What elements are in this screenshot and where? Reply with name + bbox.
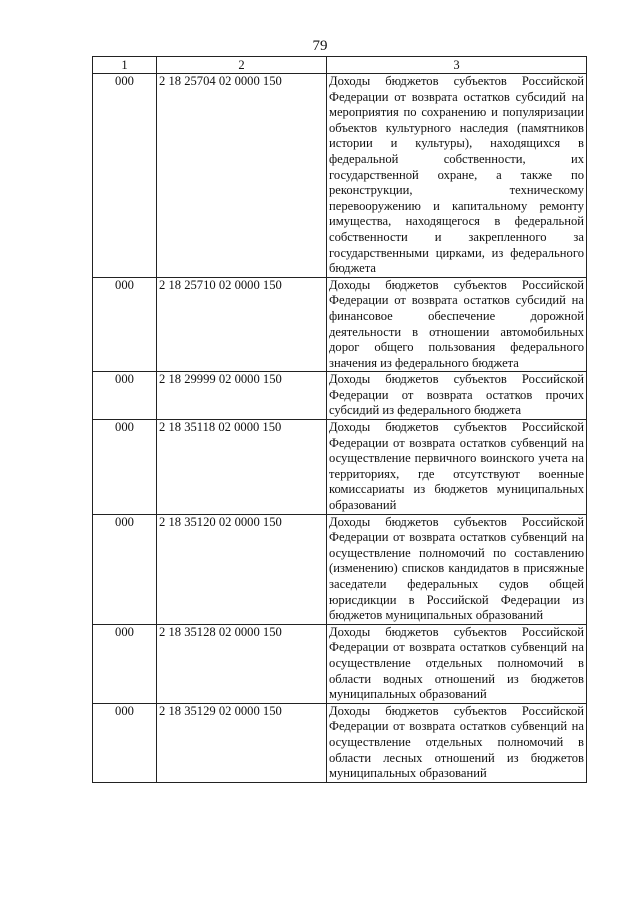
description-cell: Доходы бюджетов субъектов Российской Федерации от возврата остатков субвенций на осуществление полномочий по составлению (изменению) списков кандидатов в присяжные заседатели федеральных судов общей юрисдикции в Российской Федерации из бюджетов муниципальных образований — [327, 514, 587, 624]
budget-code-cell: 2 18 35129 02 0000 150 — [157, 703, 327, 782]
table-row — [93, 420, 587, 515]
admin-code-cell: 000 — [93, 624, 157, 703]
description-cell: Доходы бюджетов субъектов Российской Федерации от возврата остатков субсидий на финансовое обеспечение дорожной деятельности в отношении автомобильных дорог общего пользования федерального значения из федерального бюджета — [327, 277, 587, 372]
budget-code-cell: 2 18 25704 02 0000 150 — [157, 74, 327, 278]
page-number: 79 — [312, 38, 328, 54]
budget-code-cell: 2 18 29999 02 0000 150 — [157, 372, 327, 420]
budget-code-cell: 2 18 35120 02 0000 150 — [157, 514, 327, 624]
admin-code-cell: 000 — [93, 372, 157, 420]
table-row — [93, 624, 587, 703]
table-row — [93, 74, 587, 278]
table-row — [93, 703, 587, 782]
admin-code-cell: 000 — [93, 277, 157, 372]
description-cell: Доходы бюджетов субъектов Российской Федерации от возврата остатков субвенций на осуществление отдельных полномочий в области лесных отношений из бюджетов муниципальных образований — [327, 703, 587, 782]
admin-code-cell: 000 — [93, 514, 157, 624]
budget-code-cell: 2 18 35118 02 0000 150 — [157, 420, 327, 515]
table-header-row — [93, 57, 587, 74]
budget-code-cell: 2 18 35128 02 0000 150 — [157, 624, 327, 703]
table-row — [93, 514, 587, 624]
description-cell: Доходы бюджетов субъектов Российской Федерации от возврата остатков субвенций на осуществление отдельных полномочий в области водных отношений из бюджетов муниципальных образований — [327, 624, 587, 703]
table-row — [93, 372, 587, 420]
admin-code-cell: 000 — [93, 703, 157, 782]
column-header-3: 3 — [327, 57, 587, 74]
description-cell: Доходы бюджетов субъектов Российской Федерации от возврата остатков субсидий на мероприятия по сохранению и популяризации объектов культурного наследия (памятников истории и культуры), находящихся в федеральной собственности, их государственной охране, а также по реконструкции, техническому перевооружению и капитальному ремонту имущества, находящегося в федеральной собственности и закрепленного за государственными цирками, из федерального бюджета — [327, 74, 587, 278]
description-cell: Доходы бюджетов субъектов Российской Федерации от возврата остатков субвенций на осуществление первичного воинского учета на территориях, где отсутствуют военные комиссариаты из бюджетов муниципальных образований — [327, 420, 587, 515]
column-header-2: 2 — [157, 57, 327, 74]
admin-code-cell: 000 — [93, 420, 157, 515]
description-cell: Доходы бюджетов субъектов Российской Федерации от возврата остатков прочих субсидий из федерального бюджета — [327, 372, 587, 420]
budget-code-cell: 2 18 25710 02 0000 150 — [157, 277, 327, 372]
table-row — [93, 277, 587, 372]
column-header-1: 1 — [93, 57, 157, 74]
admin-code-cell: 000 — [93, 74, 157, 278]
budget-classification-table — [92, 56, 587, 783]
